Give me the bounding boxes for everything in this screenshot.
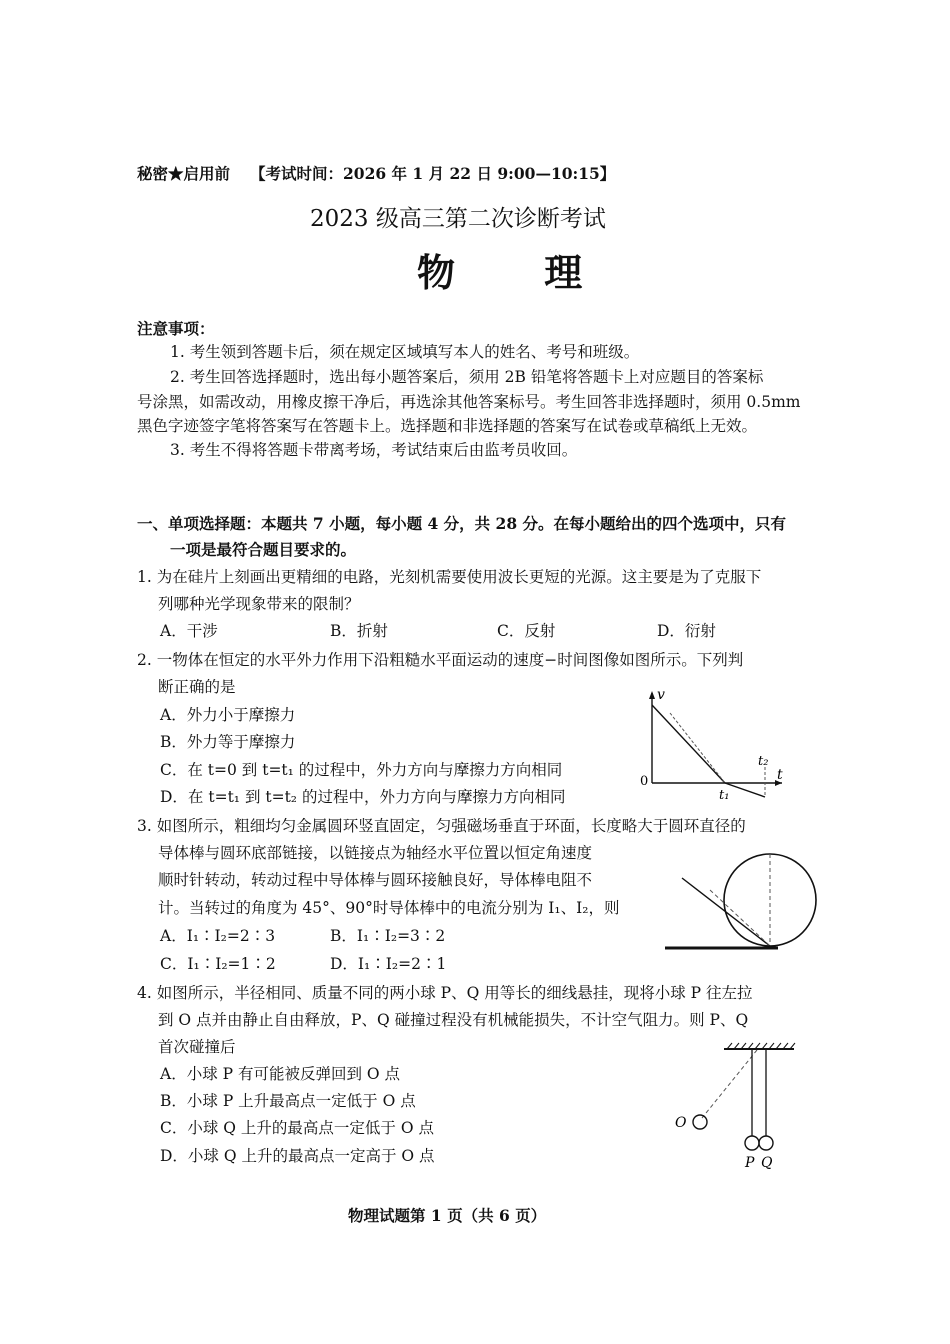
page-footer: 物理试题第 1 页（共 6 页） (348, 1206, 547, 1225)
reverse-line (725, 783, 765, 797)
notice-item-2-line-2: 号涂黑，如需改动，用橡皮擦干净后，再选涂其他答案标号。考生回答非选择题时，须用 0.5mm (137, 393, 801, 411)
q3-option-c: C．I₁∶I₂=1∶2 (160, 955, 276, 973)
q3-option-d: D．I₁∶I₂=2∶1 (330, 955, 447, 973)
tangent-dashed-line (670, 713, 725, 783)
q2-option-a: A．外力小于摩擦力 (160, 706, 296, 724)
v-label: v (657, 687, 665, 703)
q4-option-d: D．小球 Q 上升的最高点一定高于 O 点 (160, 1147, 435, 1165)
q3-ring-diagram (660, 850, 825, 955)
q4-stem-line-3: 首次碰撞后 (158, 1038, 236, 1056)
notice-item-2-line-3: 黑色字迹签字笔将答案写在答题卡上。选择题和非选择题的答案写在试卷或草稿纸上无效。 (137, 417, 758, 435)
q1-stem-line-2: 列哪种光学现象带来的限制？ (158, 595, 360, 613)
q2-option-c: C．在 t=0 到 t=t₁ 的过程中，外力方向与摩擦力方向相同 (160, 761, 563, 779)
q3-stem-line-3: 顺时针转动，转动过程中导体棒与圆环接触良好，导体棒电阻不 (158, 871, 593, 889)
q4-stem-line-2: 到 O 点并由静止自由释放，P、Q 碰撞过程没有机械能损失，不计空气阻力。则 P、Q (158, 1011, 749, 1029)
subject-title: 物 理 (417, 250, 621, 295)
t1-label: t₁ (719, 788, 730, 800)
p-string-pulled (702, 1050, 757, 1118)
q1-option-d: D．衍射 (657, 622, 716, 640)
q2-option-d: D．在 t=t₁ 到 t=t₂ 的过程中，外力方向与摩擦力方向相同 (160, 788, 566, 806)
exam-title: 2023 级高三第二次诊断考试 (310, 206, 606, 232)
q1-stem-line-1: 1. 为在硅片上刻画出更精细的电路，光刻机需要使用波长更短的光源。这主要是为了克服下 (137, 568, 762, 586)
q-label: Q (761, 1155, 773, 1171)
q4-option-b: B．小球 P 上升最高点一定低于 O 点 (160, 1092, 416, 1110)
q2-velocity-time-graph (630, 685, 790, 800)
section-heading-line-1: 一、单项选择题：本题共 7 小题，每小题 4 分，共 28 分。在每小题给出的四个选项中，只有 (137, 514, 787, 533)
q4-stem-line-1: 4. 如图所示，半径相同、质量不同的两小球 P、Q 用等长的细线悬挂，现将小球 P 往左拉 (137, 984, 753, 1002)
o-label: O (675, 1115, 687, 1131)
p-label: P (745, 1155, 755, 1171)
rod-45-dashed (710, 890, 770, 946)
q3-stem-line-2: 导体棒与圆环底部链接，以链接点为轴经水平位置以恒定角速度 (158, 844, 593, 862)
notice-item-1: 1. 考生领到答题卡后，须在规定区域填写本人的姓名、考号和班级。 (170, 343, 640, 361)
origin-label: 0 (640, 774, 649, 789)
q3-stem-line-4: 计。当转过的角度为 45°、90°时导体棒中的电流分别为 I₁、I₂，则 (158, 899, 620, 917)
ball-p (745, 1136, 759, 1150)
t-label: t (777, 767, 783, 783)
t2-label: t₂ (758, 754, 769, 769)
q1-option-b: B．折射 (330, 622, 388, 640)
q2-option-b: B．外力等于摩擦力 (160, 733, 296, 751)
ball-q (759, 1136, 773, 1150)
q4-option-c: C．小球 Q 上升的最高点一定低于 O 点 (160, 1119, 434, 1137)
q1-option-a: A．干涉 (160, 622, 218, 640)
ball-p-at-o (693, 1115, 707, 1129)
notice-item-2-line-1: 2. 考生回答选择题时，选出每小题答案后，须用 2B 铅笔将答题卡上对应题目的答案标 (170, 368, 764, 386)
q2-stem-line-1: 2. 一物体在恒定的水平外力作用下沿粗糙水平面运动的速度−时间图像如图所示。下列判 (137, 651, 744, 669)
q1-option-c: C．反射 (497, 622, 556, 640)
notice-heading: 注意事项： (137, 319, 215, 338)
deceleration-line (652, 705, 725, 783)
v-axis-arrow (649, 691, 655, 699)
q3-stem-line-1: 3. 如图所示，粗细均匀金属圆环竖直固定，匀强磁场垂直于环面，长度略大于圆环直径的 (137, 817, 746, 835)
q4-pendulum-diagram (672, 1040, 802, 1175)
q4-option-a: A．小球 P 有可能被反弹回到 O 点 (160, 1065, 401, 1083)
q2-stem-line-2: 断正确的是 (158, 678, 236, 696)
exam-time: 【考试时间：2026 年 1 月 22 日 9:00—10:15】 (250, 164, 616, 183)
q3-option-b: B．I₁∶I₂=3∶2 (330, 927, 446, 945)
confidential-label: 秘密★启用前 (137, 164, 231, 183)
q3-option-a: A．I₁∶I₂=2∶3 (160, 927, 276, 945)
section-heading-line-2: 一项是最符合题目要求的。 (170, 540, 357, 559)
notice-item-3: 3. 考生不得将答题卡带离考场，考试结束后由监考员收回。 (170, 441, 578, 459)
